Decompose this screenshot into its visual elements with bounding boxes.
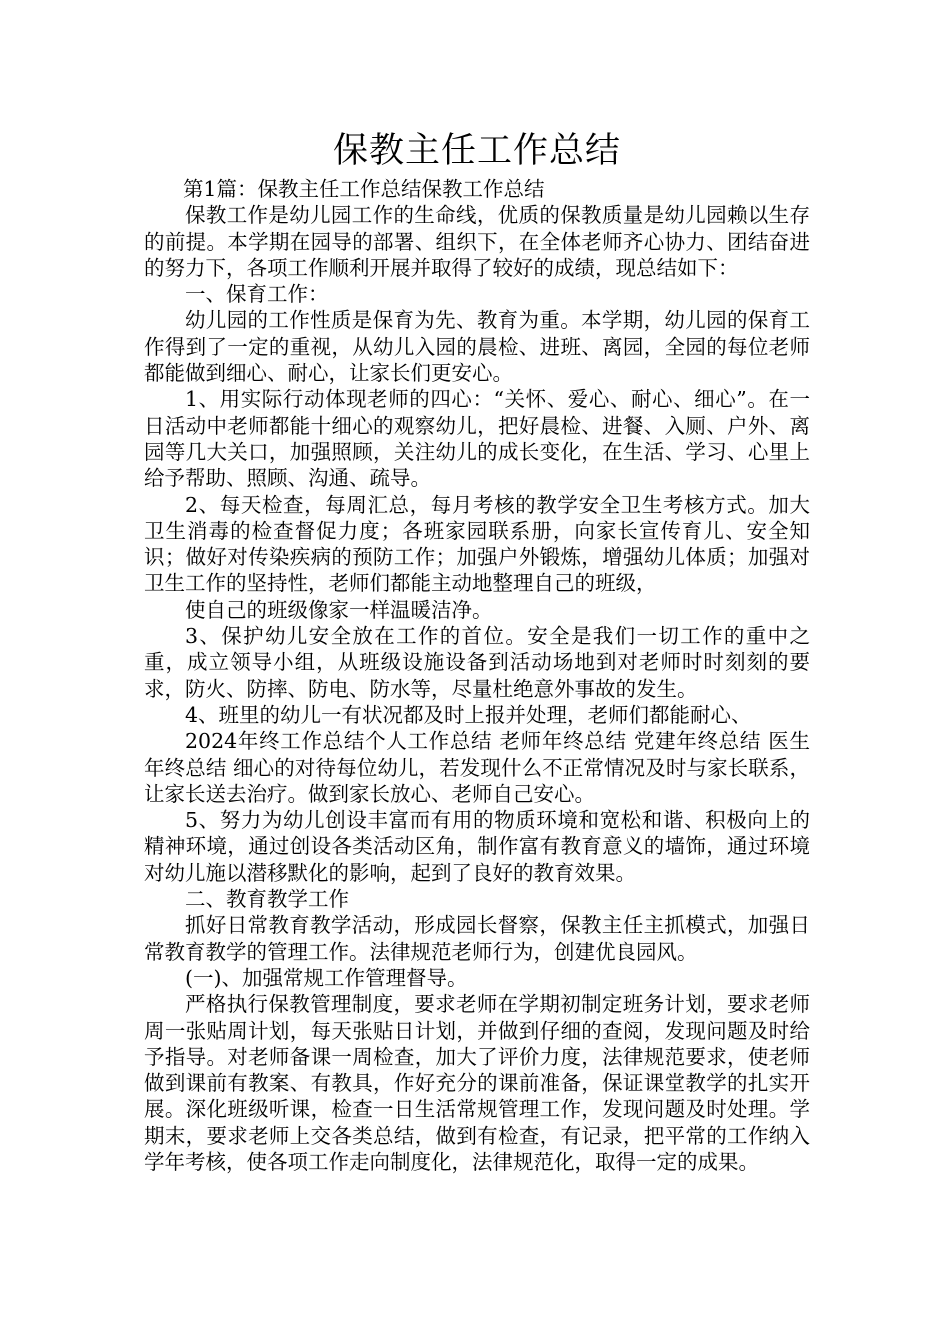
chapter-heading: 第1篇：保教主任工作总结保教工作总结 (182, 177, 545, 201)
paragraph-care-item-4-cont: 2024年终工作总结个人工作总结 老师年终总结 党建年终总结 医生年终总结 细心的对待每位幼儿，若发现什么不正常情况及时与家长联系，让家长送去治疗。做到家长放心、老师自己安心。 (144, 729, 810, 806)
section-heading-care: 一、保育工作： (185, 282, 329, 307)
paragraph-care-overview: 幼儿园的工作性质是保育为先、教育为重。本学期，幼儿园的保育工作得到了一定的重视，从幼儿入园的晨检、进班、离园，全园的每位老师都能做到细心、耐心，让家长们更安心。 (144, 308, 810, 386)
paragraph-care-item-1: 1、用实际行动体现老师的四心：“关怀、爱心、耐心、细心”。在一日活动中老师都能十细心的观察幼儿，把好晨检、进餐、入厕、户外、离园等几大关口，加强照顾，关注幼儿的成长变化，在生活、学习、心里上给予帮助、照顾、沟通、疏导。 (144, 387, 810, 491)
paragraph-education-overview: 抓好日常教育教学活动，形成园长督察，保教主任主抓模式，加强日常教育教学的管理工作。法律规范老师行为，创建优良园风。 (144, 913, 810, 964)
paragraph-care-item-4: 4、班里的幼儿一有状况都及时上报并处理，老师们都能耐心、 (185, 702, 752, 727)
document-page (144, 126, 810, 1175)
document-title: 保教主任工作总结 (332, 131, 621, 171)
section-heading-education: 二、教育教学工作 (185, 887, 349, 912)
paragraph-intro: 保教工作是幼儿园工作的生命线，优质的保教质量是幼儿园赖以生存的前提。本学期在园导的部署、组织下，在全体老师齐心协力、团结奋进的努力下，各项工作顺利开展并取得了较好的成绩，现总结如下： (144, 203, 810, 280)
paragraph-routine-management: 严格执行保教管理制度，要求老师在学期初制定班务计划，要求老师周一张贴周计划，每天张贴日计划，并做到仔细的查阅，发现问题及时给予指导。对老师备课一周检查，加大了评价力度，法律规范要求，使老师做到课前有教案、有教具，作好充分的课前准备，保证课堂教学的扎实开展。深化班级听课，检查一日生活常规管理工作，发现问题及时处理。学期末，要求老师上交各类总结，做到有检查，有记录，把平常的工作纳入学年考核，使各项工作走向制度化，法律规范化，取得一定的成果。 (144, 992, 810, 1174)
paragraph-care-item-3: 3、保护幼儿安全放在工作的首位。安全是我们一切工作的重中之重，成立领导小组，从班级设施设备到活动场地到对老师时时刻刻的要求，防火、防摔、防电、防水等，尽量杜绝意外事故的发生。 (144, 624, 810, 701)
paragraph-care-item-2: 2、每天检查，每周汇总，每月考核的教学安全卫生考核方式。加大卫生消毒的检查督促力度；各班家园联系册，向家长宣传育儿、安全知识；做好对传染疾病的预防工作；加强户外锻炼，增强幼儿体质；加强对卫生工作的坚持性，老师们都能主动地整理自己的班级， (144, 492, 810, 596)
paragraph-care-item-5: 5、努力为幼儿创设丰富而有用的物质环境和宽松和谐、积极向上的精神环境，通过创设各类活动区角，制作富有教育意义的墙饰，通过环境对幼儿施以潜移默化的影响，起到了良好的教育效果。 (144, 808, 810, 885)
paragraph-care-item-2-cont: 使自己的班级像家一样温暖洁净。 (185, 597, 493, 622)
subsection-heading-routine: (一)、加强常规工作管理督导。 (185, 965, 468, 990)
